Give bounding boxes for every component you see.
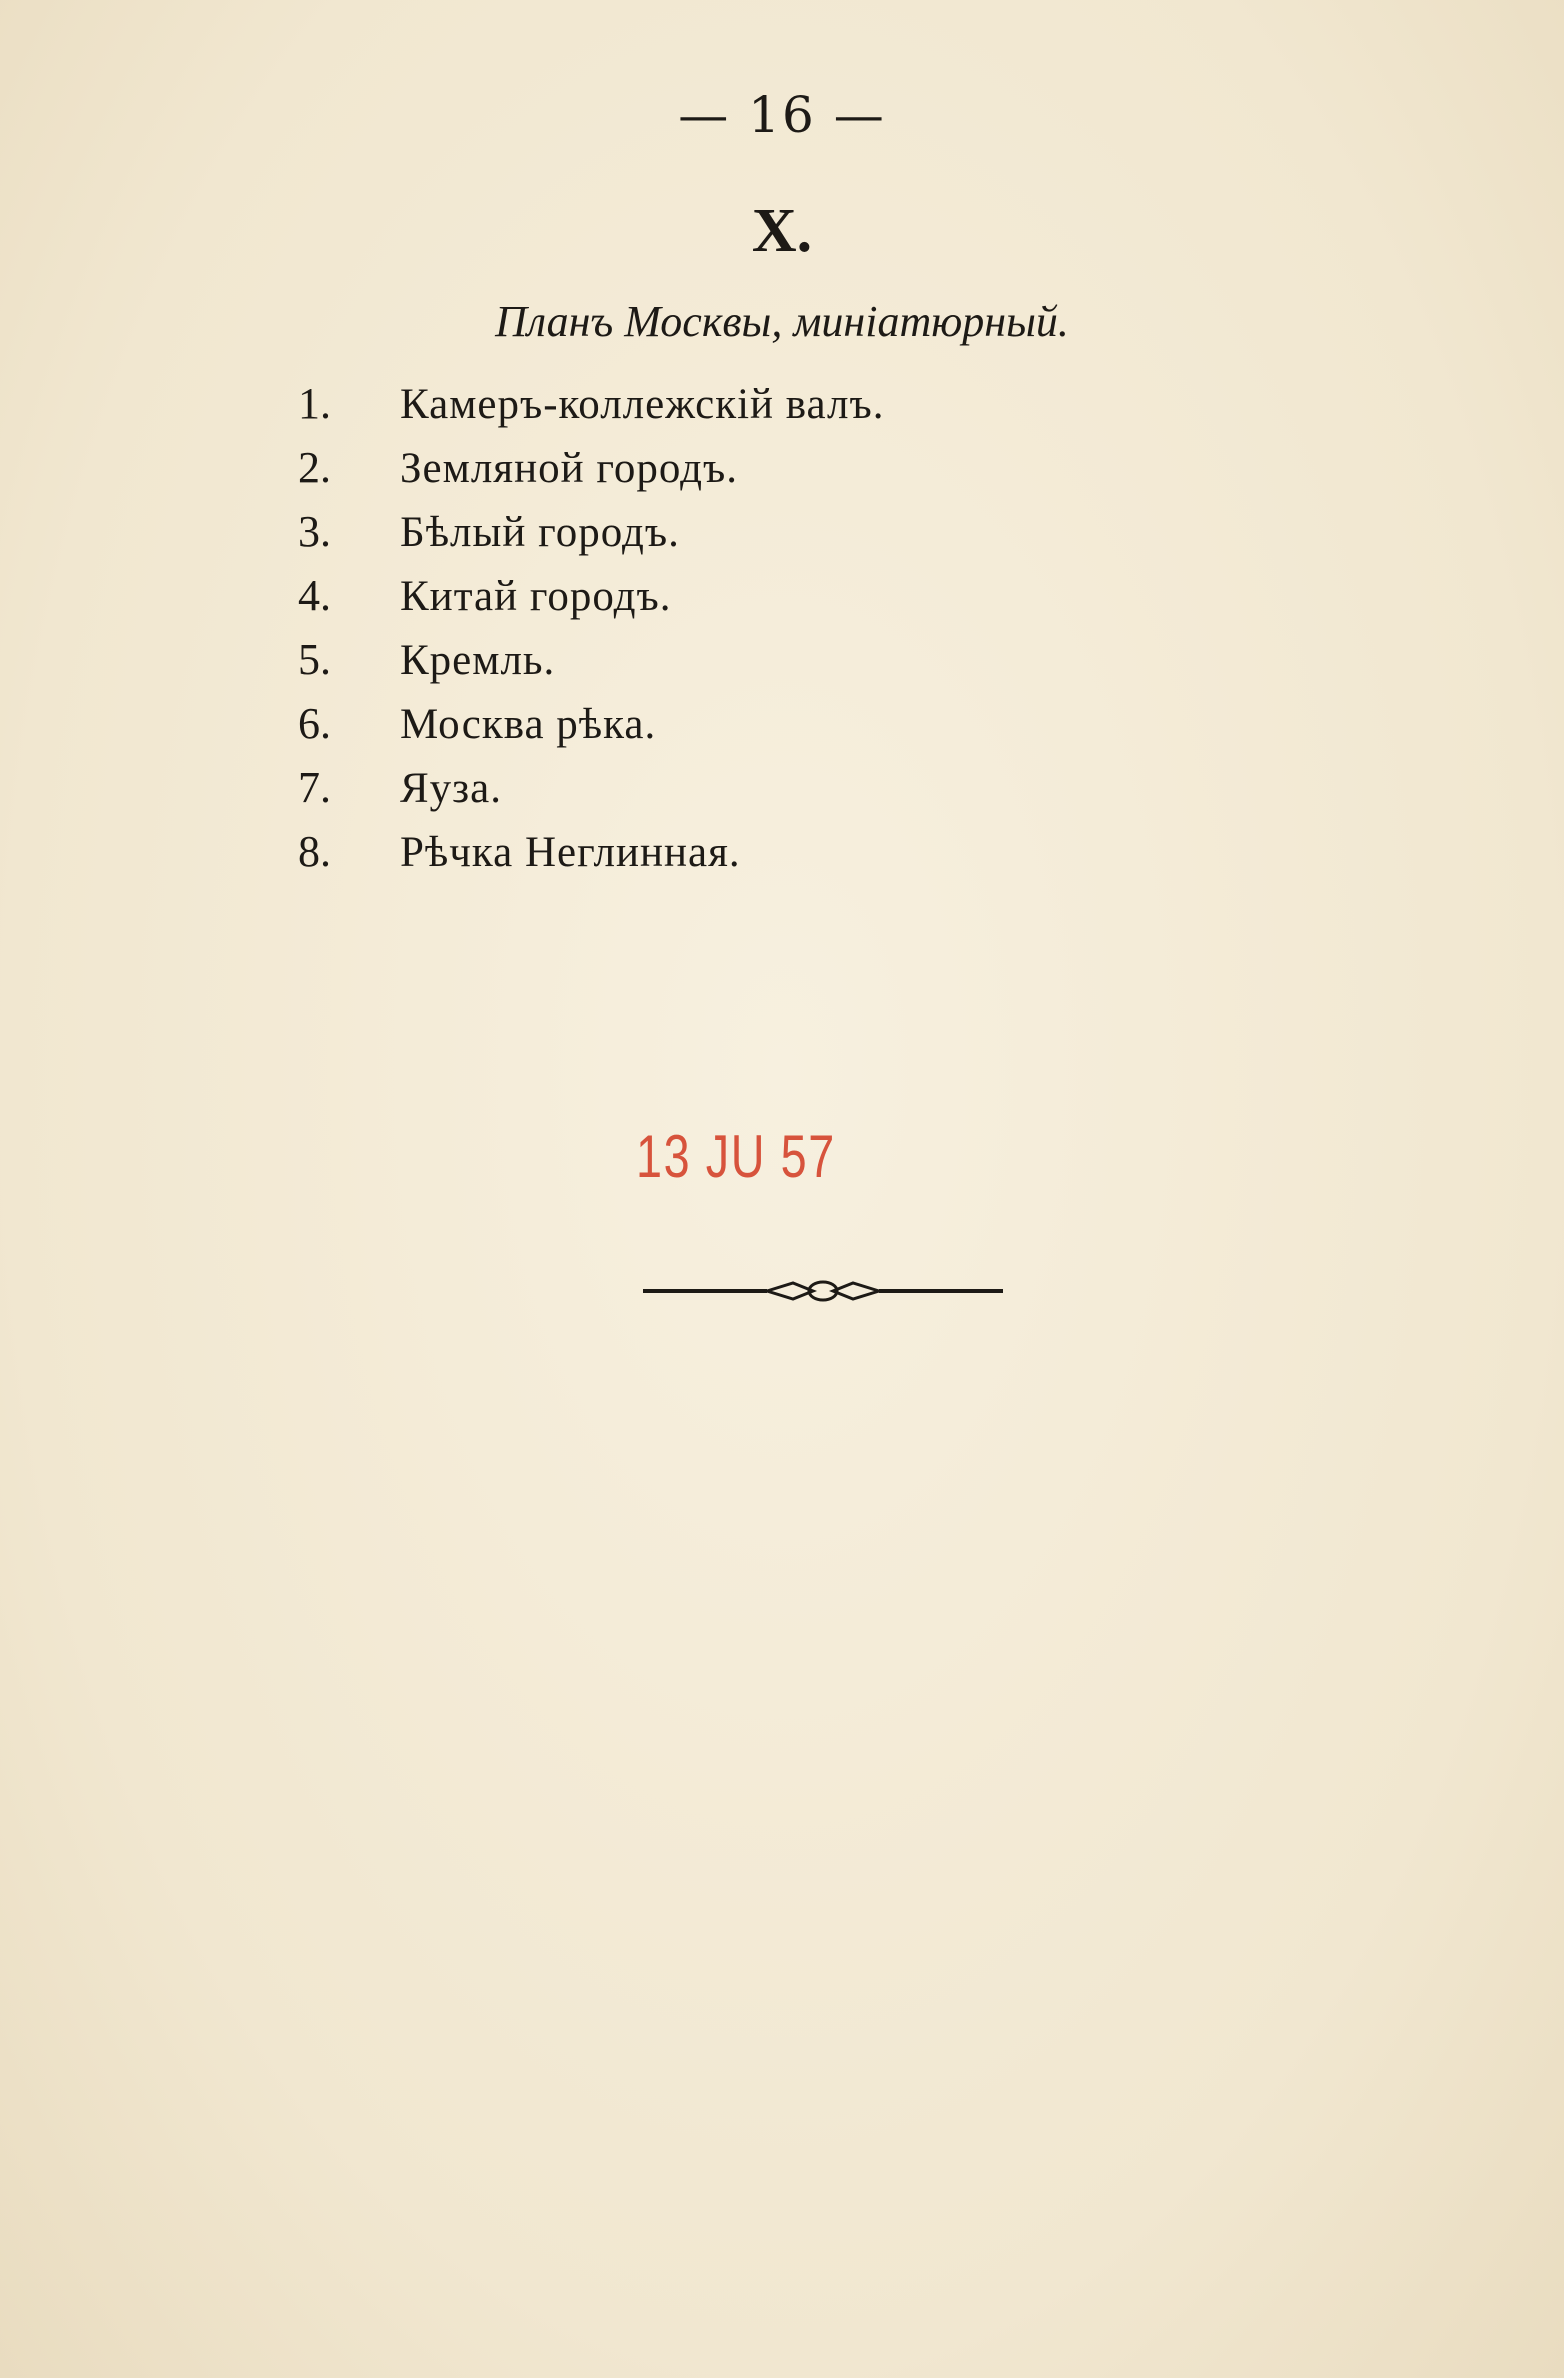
item-text: Рѣчка Неглинная. xyxy=(400,829,741,876)
list-item xyxy=(298,762,1198,826)
item-number: 3. xyxy=(298,507,331,556)
item-text: Камеръ-коллежскій валъ. xyxy=(400,381,885,428)
list-item xyxy=(298,698,1198,762)
item-number: 2. xyxy=(298,443,331,492)
item-number: 4. xyxy=(298,571,331,620)
item-text: Китай городъ. xyxy=(400,573,672,620)
library-date-stamp: 13 JU 57 xyxy=(636,1123,836,1190)
list-subtitle: Планъ Москвы, миніатюрный. xyxy=(495,297,1069,346)
page-number: — 16 — xyxy=(678,86,886,144)
item-text: Яуза. xyxy=(400,765,503,812)
item-number: 6. xyxy=(298,699,331,748)
ornamental-rule-icon xyxy=(643,1276,1003,1306)
item-text: Москва рѣка. xyxy=(400,701,657,748)
list-item xyxy=(298,506,1198,570)
section-title: X. xyxy=(751,197,813,265)
list-item xyxy=(298,442,1198,506)
item-number: 5. xyxy=(298,635,331,684)
item-text: Бѣлый городъ. xyxy=(400,509,680,556)
item-number: 1. xyxy=(298,379,331,428)
list-item xyxy=(298,634,1198,698)
list-item xyxy=(298,570,1198,634)
item-text: Земляной городъ. xyxy=(400,445,739,492)
item-text: Кремль. xyxy=(400,637,556,684)
list-item xyxy=(298,826,1198,890)
list-item xyxy=(298,378,1198,442)
item-number: 7. xyxy=(298,763,331,812)
item-number: 8. xyxy=(298,827,331,876)
legend-list xyxy=(298,378,1198,890)
